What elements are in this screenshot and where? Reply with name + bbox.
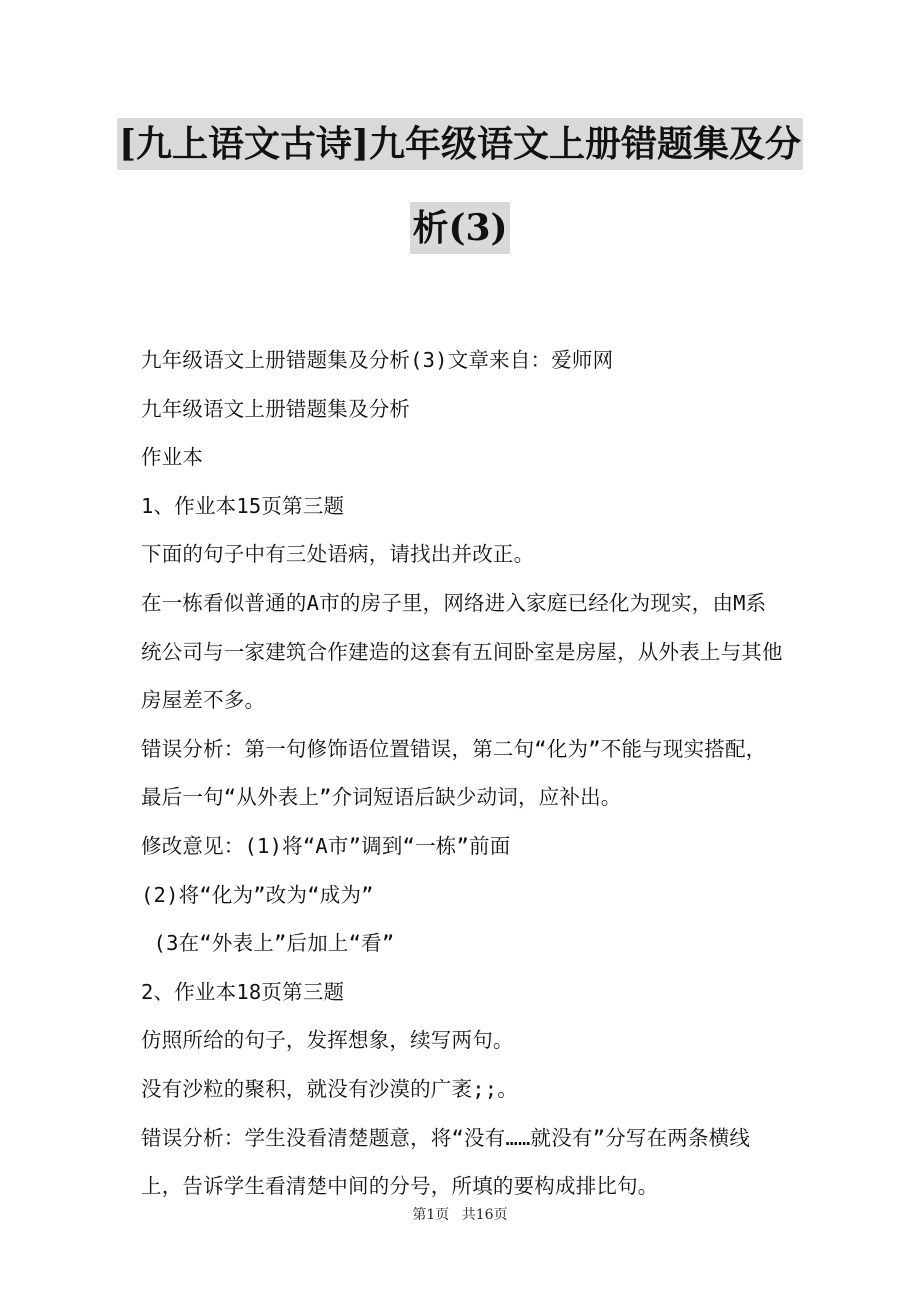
- title-line-1: [九上语文古诗]九年级语文上册错题集及分: [117, 118, 803, 170]
- paragraph-passage-1: 在一栋看似普通的A市的房子里，网络进入家庭已经化为现实，由M系统公司与一家建筑合作建造的这套有五间卧室是房屋，从外表上与其他房屋差不多。: [141, 590, 783, 713]
- paragraph-source: 九年级语文上册错题集及分析(3)文章来自：爱师网: [141, 348, 614, 372]
- paragraph-subtitle: 九年级语文上册错题集及分析: [141, 396, 411, 421]
- document-body: [141, 336, 786, 1211]
- paragraph-example-2: 没有沙粒的聚积，就没有沙漠的广袤;;。: [141, 1076, 518, 1101]
- paragraph-section-heading: 作业本: [141, 445, 204, 470]
- paragraph-analysis-1: 错误分析：第一句修饰语位置错误，第二句“化为”不能与现实搭配，最后一句“从外表上”介词短语后缺少动词，应补出。: [141, 736, 767, 810]
- paragraph-instruction-2: 仿照所给的句子，发挥想象，续写两句。: [141, 1028, 514, 1053]
- paragraph-fix-1: 修改意见：(1)将“A市”调到“一栋”前面: [141, 833, 511, 858]
- page-total: 共16页: [461, 1207, 508, 1223]
- paragraph-instruction-1: 下面的句子中有三处语病，请找出并改正。: [141, 542, 535, 567]
- paragraph-question-2: 2、作业本18页第三题: [141, 979, 345, 1004]
- title-line-2: 析(3): [410, 202, 509, 254]
- document-title: [0, 118, 920, 254]
- page-footer: [0, 1204, 920, 1224]
- paragraph-fix-2: (2)将“化为”改为“成为”: [141, 882, 374, 907]
- page-number: 第1页: [412, 1207, 450, 1223]
- paragraph-question-1: 1、作业本15页第三题: [141, 493, 345, 518]
- paragraph-analysis-2: 错误分析：学生没看清楚题意，将“没有……就没有”分写在两条横线上，告诉学生看清楚中间的分号，所填的要构成排比句。: [141, 1125, 751, 1199]
- paragraph-fix-3: (3在“外表上”后加上“看”: [141, 931, 395, 956]
